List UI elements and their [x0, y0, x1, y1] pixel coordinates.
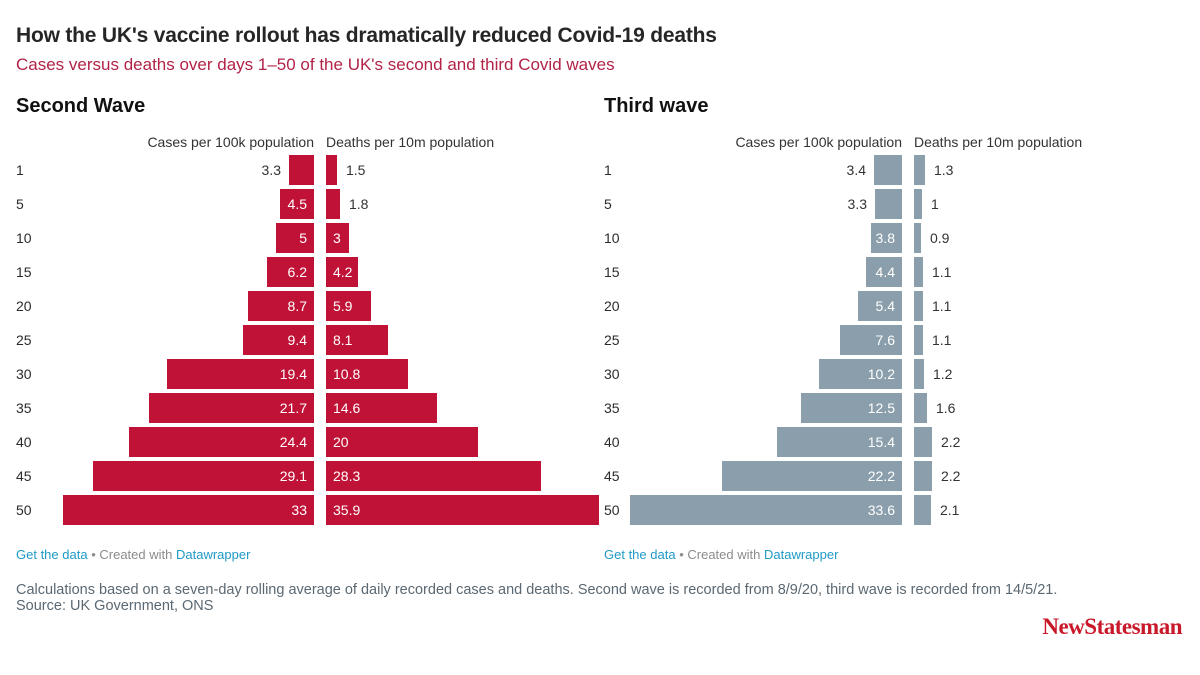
table-row — [16, 291, 604, 321]
deaths-value: 1.3 — [934, 162, 954, 178]
cases-bar[interactable] — [276, 223, 314, 253]
day-label: 35 — [604, 400, 620, 416]
cases-value: 7.6 — [875, 332, 895, 348]
cases-value: 33.6 — [867, 502, 895, 518]
deaths-value: 14.6 — [333, 400, 361, 416]
deaths-value: 1.6 — [936, 400, 956, 416]
day-label: 30 — [604, 366, 620, 382]
day-label: 35 — [16, 400, 32, 416]
deaths-value: 1.1 — [932, 332, 952, 348]
cases-value: 33 — [291, 502, 307, 518]
deaths-bar[interactable] — [914, 155, 925, 185]
deaths-bar[interactable] — [914, 257, 923, 287]
source-line: Source: UK Government, ONS — [16, 598, 214, 614]
day-label: 40 — [16, 434, 32, 450]
cases-bar[interactable] — [874, 155, 902, 185]
day-label: 10 — [16, 230, 32, 246]
datawrapper-link[interactable]: Datawrapper — [763, 547, 839, 562]
deaths-bar[interactable] — [914, 223, 921, 253]
get-the-data-link[interactable]: Get the data — [604, 547, 676, 562]
chart-notes — [16, 582, 1166, 614]
cases-value: 15.4 — [867, 434, 895, 450]
second-wave-panel — [16, 94, 604, 560]
day-label: 25 — [604, 332, 620, 348]
cases-bar[interactable] — [289, 155, 314, 185]
deaths-value: 2.1 — [940, 502, 960, 518]
cases-value: 12.5 — [867, 400, 895, 416]
cases-value: 5 — [299, 230, 307, 246]
deaths-value: 2.2 — [941, 434, 961, 450]
table-row — [16, 495, 604, 525]
footer-separator: • — [679, 547, 684, 562]
chart-title: How the UK's vaccine rollout has dramatically reduced Covid-19 deaths — [16, 24, 717, 47]
day-label: 10 — [604, 230, 620, 246]
table-row — [604, 427, 1192, 457]
table-row — [16, 325, 604, 355]
cases-column-header: Cases per 100k population — [147, 134, 314, 150]
deaths-column-header: Deaths per 10m population — [326, 134, 495, 150]
deaths-bar[interactable] — [914, 393, 927, 423]
deaths-bar[interactable] — [914, 495, 931, 525]
cases-value: 8.7 — [287, 298, 307, 314]
deaths-value: 28.3 — [333, 468, 361, 484]
table-row — [16, 189, 604, 219]
cases-bar[interactable] — [875, 189, 902, 219]
cases-value: 19.4 — [279, 366, 307, 382]
newstatesman-logo: NewStatesman — [1042, 614, 1182, 639]
cases-column-header: Cases per 100k population — [735, 134, 902, 150]
deaths-value: 10.8 — [333, 366, 361, 382]
table-row — [16, 155, 604, 185]
deaths-value: 20 — [333, 434, 349, 450]
deaths-value: 8.1 — [333, 332, 353, 348]
cases-value: 3.8 — [875, 230, 895, 246]
deaths-value: 1.5 — [346, 162, 366, 178]
deaths-bar[interactable] — [914, 427, 932, 457]
cases-value: 21.7 — [279, 400, 307, 416]
table-row — [604, 393, 1192, 423]
cases-value: 24.4 — [279, 434, 307, 450]
deaths-column-header: Deaths per 10m population — [914, 134, 1083, 150]
day-label: 25 — [16, 332, 32, 348]
table-row — [604, 189, 1192, 219]
table-row — [16, 257, 604, 287]
rows — [604, 155, 1192, 529]
table-row — [604, 461, 1192, 491]
deaths-value: 35.9 — [333, 502, 361, 518]
cases-value: 9.4 — [287, 332, 307, 348]
second-wave-title: Second Wave — [16, 95, 146, 117]
day-label: 50 — [16, 502, 32, 518]
cases-value: 10.2 — [867, 366, 895, 382]
chart-footer — [16, 547, 250, 562]
deaths-bar[interactable] — [914, 359, 924, 389]
day-label: 5 — [604, 196, 612, 212]
deaths-value: 0.9 — [930, 230, 950, 246]
cases-bar[interactable] — [63, 495, 314, 525]
table-row — [604, 495, 1192, 525]
day-label: 50 — [604, 502, 620, 518]
table-row — [604, 325, 1192, 355]
day-label: 20 — [16, 298, 32, 314]
deaths-value: 3 — [333, 230, 341, 246]
deaths-value: 5.9 — [333, 298, 353, 314]
third-wave-title: Third wave — [604, 95, 709, 117]
day-label: 15 — [16, 264, 32, 280]
deaths-bar[interactable] — [914, 291, 923, 321]
created-with-label: Created with — [99, 547, 173, 562]
deaths-bar[interactable] — [326, 155, 337, 185]
deaths-bar[interactable] — [914, 189, 922, 219]
deaths-value: 1 — [931, 196, 939, 212]
day-label: 5 — [16, 196, 24, 212]
table-row — [16, 393, 604, 423]
day-label: 15 — [604, 264, 620, 280]
day-label: 20 — [604, 298, 620, 314]
cases-value: 3.3 — [261, 162, 281, 178]
deaths-value: 1.8 — [349, 196, 369, 212]
deaths-bar[interactable] — [326, 495, 599, 525]
third-wave-panel — [604, 94, 1192, 560]
table-row — [16, 427, 604, 457]
cases-value: 22.2 — [867, 468, 895, 484]
table-row — [604, 257, 1192, 287]
day-label: 1 — [16, 162, 24, 178]
table-row — [604, 155, 1192, 185]
day-label: 45 — [604, 468, 620, 484]
get-the-data-link[interactable]: Get the data — [16, 547, 88, 562]
table-row — [604, 223, 1192, 253]
cases-value: 4.5 — [287, 196, 307, 212]
day-label: 1 — [604, 162, 612, 178]
datawrapper-link[interactable]: Datawrapper — [175, 547, 251, 562]
cases-value: 6.2 — [287, 264, 307, 280]
table-row — [16, 223, 604, 253]
day-label: 45 — [16, 468, 32, 484]
deaths-value: 1.1 — [932, 264, 952, 280]
chart-subtitle: Cases versus deaths over days 1–50 of the UK's second and third Covid waves — [16, 55, 615, 74]
deaths-bar[interactable] — [326, 189, 340, 219]
cases-value: 5.4 — [875, 298, 895, 314]
table-row — [16, 461, 604, 491]
notes-line: Calculations based on a seven-day rolling average of daily recorded cases and deaths. Second wave is recorded from 8/9/20, third wave is recorded from 14/5/21. — [16, 582, 1058, 598]
footer-separator: • — [91, 547, 96, 562]
cases-value: 4.4 — [875, 264, 895, 280]
rows — [16, 155, 604, 529]
deaths-value: 2.2 — [941, 468, 961, 484]
cases-value: 3.4 — [846, 162, 866, 178]
table-row — [604, 291, 1192, 321]
cases-value: 3.3 — [847, 196, 867, 212]
deaths-value: 1.1 — [932, 298, 952, 314]
deaths-value: 1.2 — [933, 366, 953, 382]
day-label: 40 — [604, 434, 620, 450]
table-row — [604, 359, 1192, 389]
chart-footer — [604, 547, 838, 562]
cases-value: 29.1 — [279, 468, 307, 484]
day-label: 30 — [16, 366, 32, 382]
table-row — [16, 359, 604, 389]
deaths-bar[interactable] — [914, 325, 923, 355]
deaths-bar[interactable] — [914, 461, 932, 491]
created-with-label: Created with — [687, 547, 761, 562]
deaths-value: 4.2 — [333, 264, 353, 280]
cases-bar[interactable] — [630, 495, 902, 525]
